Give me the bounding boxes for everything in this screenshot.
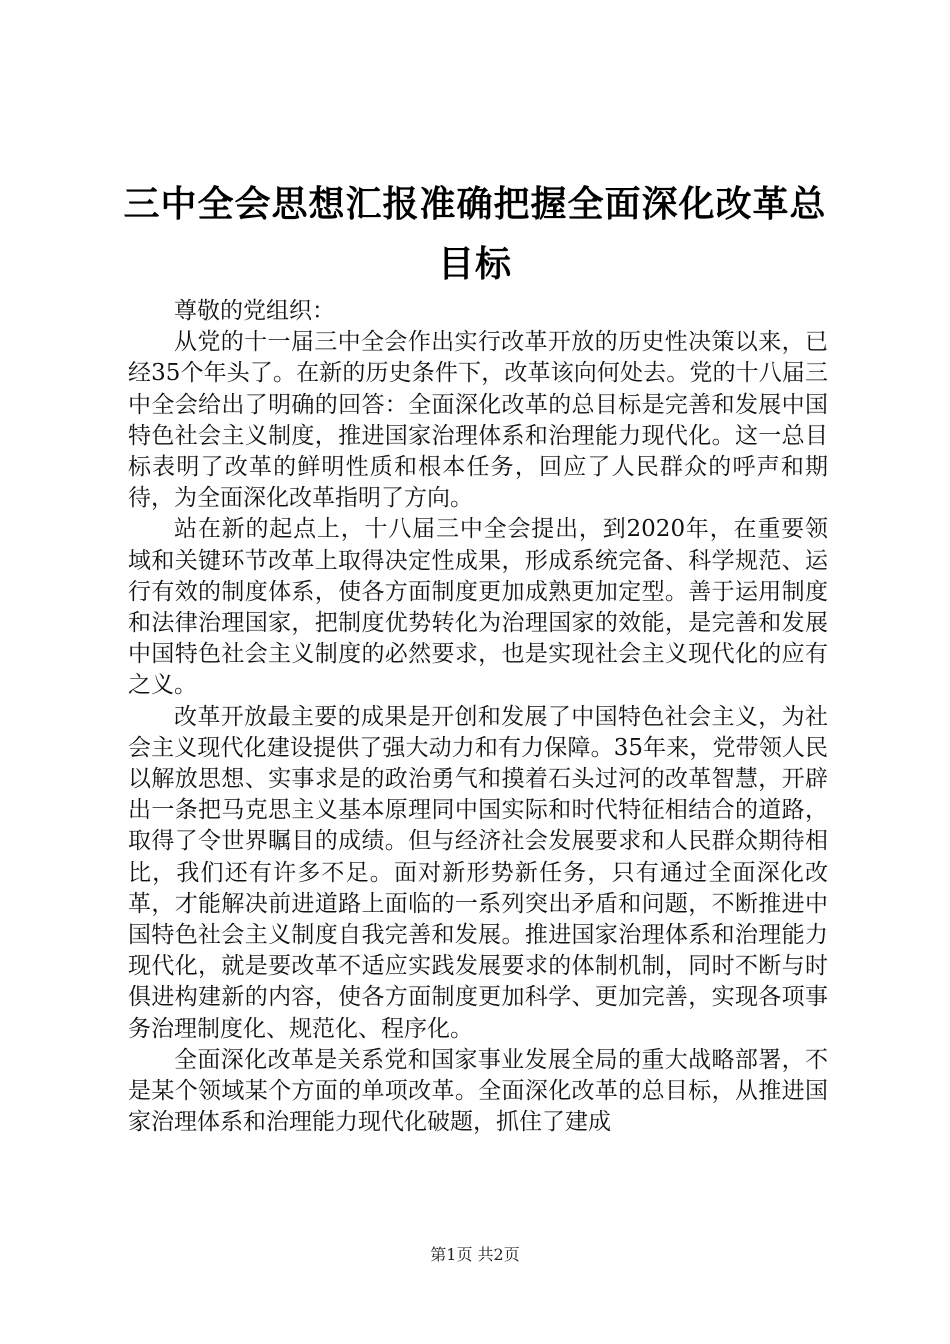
salutation: 尊敬的党组织： (174, 298, 335, 324)
paragraph-2: 站在新的起点上，十八届三中全会提出，到2020年，在重要领域和关键环节改革上取得决定性成果，形成系统完备、科学规范、运行有效的制度体系，使各方面制度更加成熟更加定型。善于运用制度和法律治理国家，把制度优势转化为治理国家的效能，是完善和发展中国特色社会主义制度的必然要求，也是实现社会主义现代化的应有之义。 (128, 516, 828, 699)
document-title: 三中全会思想汇报准确把握全面深化改革总目标 (123, 183, 827, 285)
document-body (128, 296, 828, 1138)
paragraph-1: 从党的十一届三中全会作出实行改革开放的历史性决策以来，已经35个年头了。在新的历史条件下，改革该向何处去。党的十八届三中全会给出了明确的回答：全面深化改革的总目标是完善和发展中国特色社会主义制度，推进国家治理体系和治理能力现代化。这一总目标表明了改革的鲜明性质和根本任务，回应了人民群众的呼声和期待，为全面深化改革指明了方向。 (128, 329, 828, 512)
paragraph-4: 全面深化改革是关系党和国家事业发展全局的重大战略部署，不是某个领域某个方面的单项改革。全面深化改革的总目标，从推进国家治理体系和治理能力现代化破题，抓住了建成 (128, 1046, 828, 1136)
paragraph-3: 改革开放最主要的成果是开创和发展了中国特色社会主义，为社会主义现代化建设提供了强大动力和有力保障。35年来，党带领人民以解放思想、实事求是的政治勇气和摸着石头过河的改革智慧，开辟出一条把马克思主义基本原理同中国实际和时代特征相结合的道路，取得了令世界瞩目的成绩。但与经济社会发展要求和人民群众期待相比，我们还有许多不足。面对新形势新任务，只有通过全面深化改革，才能解决前进道路上面临的一系列突出矛盾和问题，不断推进中国特色社会主义制度自我完善和发展。推进国家治理体系和治理能力现代化，就是要改革不适应实践发展要求的体制机制，同时不断与时俱进构建新的内容，使各方面制度更加科学、更加完善，实现各项事务治理制度化、规范化、程序化。 (128, 703, 828, 1042)
page-footer: 第1页 共2页 (430, 1245, 520, 1264)
